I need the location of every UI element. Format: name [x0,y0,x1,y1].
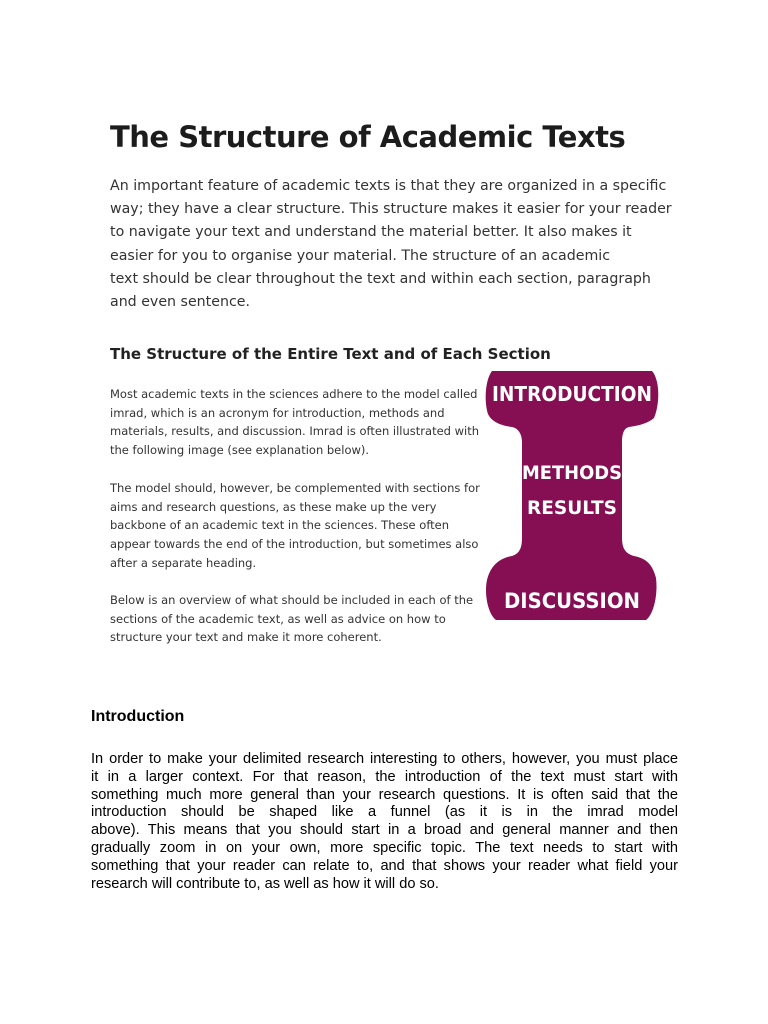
text-line: materials, results, and discussion. Imrad is often illustrated with [110,424,480,439]
overview-paragraph [110,591,480,647]
body-line: above). This means that you should start in a broad and general manner and then [91,822,678,839]
text-line: Most academic texts in the sciences adhere to the model called [110,387,478,401]
intro-paragraph [110,175,710,314]
text-line: structure your text and make it more coherent. [110,630,382,645]
body-line: it in a larger context. For that reason, the introduction of the text must start with [91,768,678,785]
structure-subheading: The Structure of the Entire Text and of Each Section [110,345,551,363]
text-line: aims and research questions, as these make up the very [110,499,437,514]
introduction-heading: Introduction [91,708,185,725]
text-line: after a separate heading. [110,555,257,570]
text-line: imrad, which is an acronym for introduction, methods and [110,405,445,420]
text-line: Below is an overview of what should be included in each of the [110,593,474,607]
imrad-shape [486,371,659,620]
intro-line: to navigate your text and understand the material better. It also makes it [110,224,632,241]
text-line: the following image (see explanation below). [110,443,370,458]
imrad-description-paragraph [110,385,480,460]
imrad-discussion-label: DISCUSSION [504,589,640,613]
introduction-body-paragraph [91,751,678,893]
imrad-hourglass-figure [484,368,660,624]
intro-line: and even sentence. [110,294,250,311]
intro-line: An important feature of academic texts is that they are organized in a specific [110,178,667,194]
intro-line: text should be clear throughout the text and within each section, paragraph [110,270,651,287]
body-line: research will contribute to, as well as how it will do so. [91,875,439,892]
text-line: appear towards the end of the introduction, but sometimes also [110,537,479,552]
text-line: backbone of an academic text in the sciences. These often [110,518,450,533]
imrad-results-label: RESULTS [527,498,617,519]
page-title: The Structure of Academic Texts [110,120,626,154]
model-complement-paragraph [110,479,480,573]
imrad-methods-label: METHODS [522,463,622,484]
intro-line: easier for you to organise your material. The structure of an academic [110,247,611,264]
body-line: something much more general than your research questions. It is often said that the [91,786,678,803]
body-line: introduction should be shaped like a funnel (as it is in the imrad model [91,804,678,821]
text-line: The model should, however, be complemented with sections for [110,481,480,495]
text-line: sections of the academic text, as well as advice on how to [110,611,446,626]
intro-line: way; they have a clear structure. This structure makes it easier for your reader [110,201,672,218]
imrad-introduction-label: INTRODUCTION [492,382,652,406]
body-line: something that your reader can relate to, and that shows your reader what field your [91,857,678,874]
body-line: gradually zoom in on your own, more specific topic. The text needs to start with [91,839,678,856]
body-line: In order to make your delimited research interesting to others, however, you must place [91,751,678,767]
